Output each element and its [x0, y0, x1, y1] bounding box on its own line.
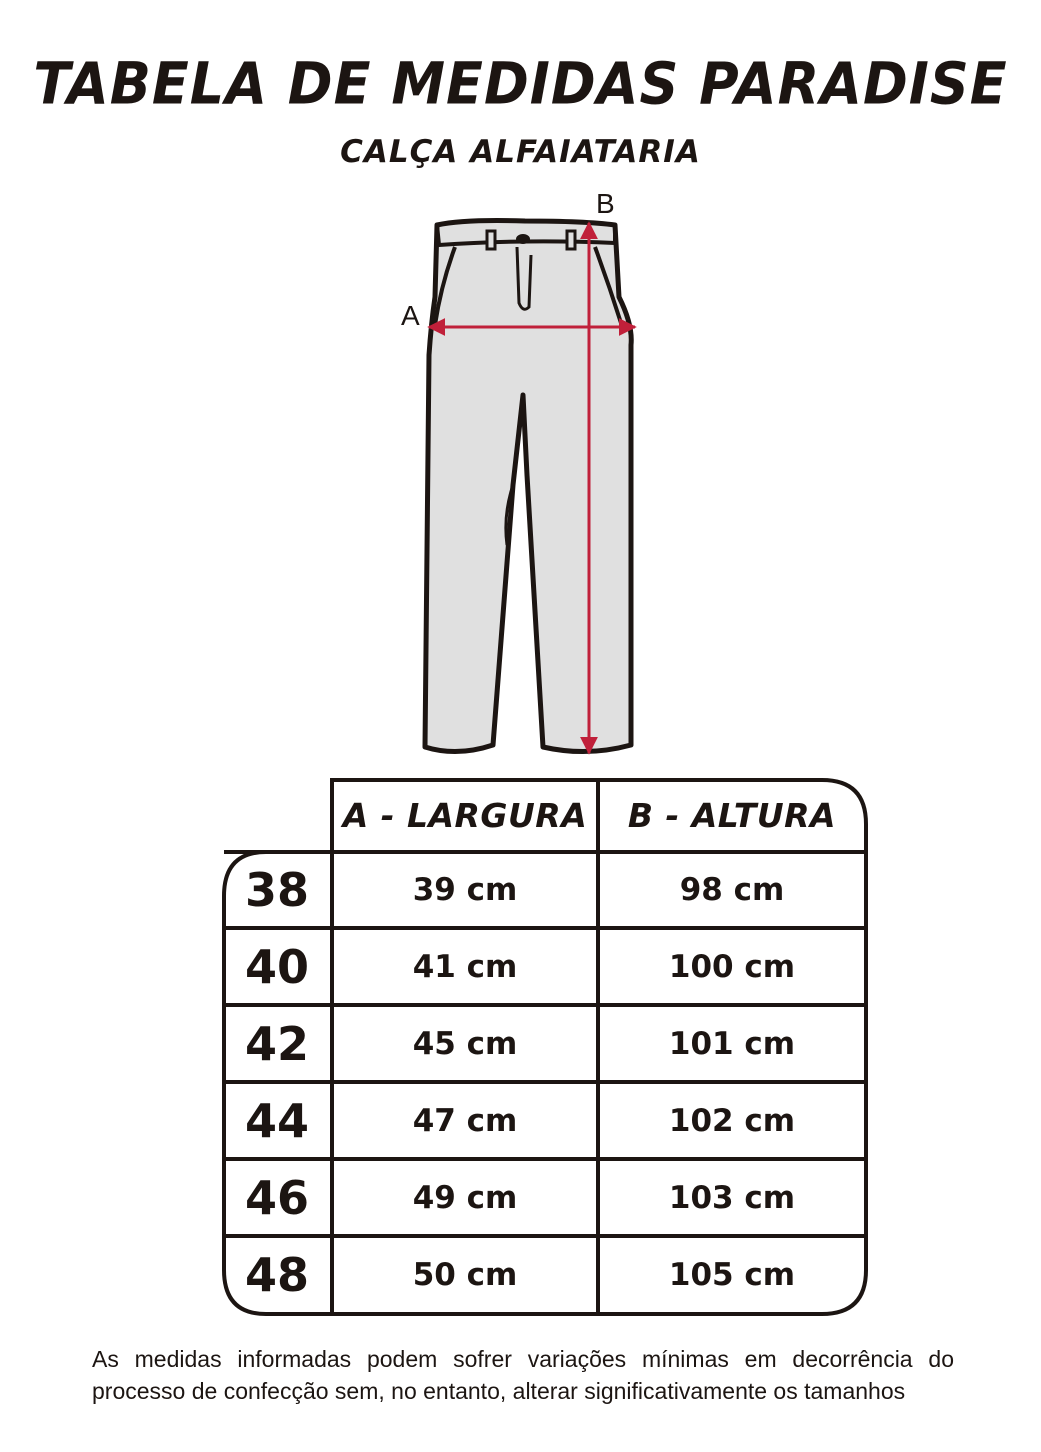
size-label: 42	[244, 1016, 309, 1071]
largura-value: 39 cm	[412, 872, 518, 908]
size-label: 48	[244, 1248, 309, 1302]
page-title: TABELA DE MEDIDAS PARADISE	[33, 49, 1008, 118]
size-table	[222, 778, 868, 1318]
largura-value: 47 cm	[412, 1102, 518, 1139]
size-label: 38	[244, 863, 309, 917]
tailored-pants-icon	[395, 185, 655, 765]
header-largura: A - LARGURA	[342, 795, 588, 835]
altura-value: 98 cm	[679, 872, 785, 908]
altura-value: 103 cm	[668, 1179, 796, 1216]
disclaimer-note: As medidas informadas podem sofrer variações mínimas em decorrência do processo de confecção sem, no entanto, alterar significativamente os tamanhos	[92, 1346, 954, 1404]
label-a: A	[401, 300, 420, 331]
largura-value: 49 cm	[412, 1179, 518, 1216]
page-subtitle: CALÇA ALFAIATARIA	[340, 134, 701, 170]
header-altura: B - ALTURA	[627, 795, 837, 835]
altura-value: 100 cm	[668, 948, 796, 985]
belt-loop-right	[567, 231, 575, 249]
size-label: 46	[244, 1170, 309, 1225]
belt-loop-left	[487, 231, 495, 249]
label-b: B	[596, 188, 615, 219]
altura-value: 101 cm	[668, 1025, 796, 1062]
button-icon	[516, 234, 530, 244]
largura-value: 45 cm	[412, 1025, 518, 1062]
largura-value: 50 cm	[412, 1257, 518, 1293]
size-label: 40	[244, 939, 309, 994]
altura-value: 102 cm	[668, 1102, 796, 1139]
pants-diagram	[395, 185, 655, 765]
altura-value: 105 cm	[668, 1257, 796, 1293]
size-label: 44	[244, 1093, 309, 1148]
largura-value: 41 cm	[412, 948, 518, 985]
